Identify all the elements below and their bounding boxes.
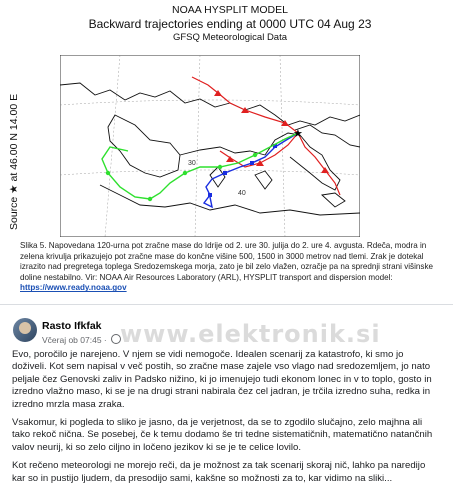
post-time[interactable]: Včeraj ob 07:45 ·: [42, 335, 107, 345]
figure-title-model: NOAA HYSPLIT MODEL: [172, 4, 288, 16]
figure-caption: [20, 241, 445, 294]
figure-y-label: [8, 70, 48, 240]
caption-text: Slika 5. Napovedana 120-urna pot zračne mase do Idrije od 2. ure 30. julija do 2. ure 4. avgusta. Rdeča, modra in zelena krivulja prikazujejo pot zračne mase do končne višine 500, 1500 in 3000 metrov nad tlemi. Zrak je dotekal izrazito nad pregretega toplega Sredozemskega morja, zato je bil zelo vlažen, ozračje pa na sprednji strani višinske doline nestabilno. Vir: NOAA Air Resources Laboratory (ARL), HYSPLIT transport and dispersion model:: [20, 241, 434, 282]
source-location-label: Source ★ at 46.00 N 14.00 E: [8, 93, 20, 230]
avatar[interactable]: [13, 318, 37, 342]
map-tick-30: 30: [188, 160, 196, 167]
post-paragraph: Kot rečeno meteorologi ne morejo reči, da je možnost za tak scenarij skoraj nič, lahko pa naredijo kar so in pustijo ljudem, da presodijo sami, kakšne so možnosti za to, kar vidimo na sliki...: [12, 460, 426, 484]
figure-title-main: Backward trajectories ending at 0000 UTC 04 Aug 23: [88, 17, 372, 31]
post-body: [12, 349, 440, 491]
figure-title-data: GFSQ Meteorological Data: [172, 32, 288, 43]
site-watermark: www.elektronik.si: [120, 320, 381, 348]
post-meta[interactable]: [42, 334, 121, 345]
post-divider: [0, 304, 453, 305]
source-star-icon: ★: [293, 127, 303, 140]
caption-link[interactable]: https://www.ready.noaa.gov: [20, 283, 127, 293]
map-tick-40: 40: [238, 190, 246, 197]
trajectory-map: [60, 55, 360, 237]
post-paragraph: Evo, poročilo je narejeno. V njem se vidi nemogoče. Idealen scenarij za katastrofo, ki smo jo doživeli. Kot sem napisal v več postih, so zračne mase zajele vso vlago nad sredozemljem, jo nato peljale čez Genovski zaliv in Padsko nižino, ki jo imenujejo tudi ekonom lonec in v to toplo, gosto in izredno vlažno maso, ki se je na drugi strani nabirala čez cel jadran, je trčila izredno suha, redka in izredno mrzla masa zraka.: [12, 349, 432, 410]
post-paragraph: Vsakomur, ki pogleda to sliko je jasno, da je verjetnost, da se to zgodilo slučajno, zelo majhna ali tako rekoč nična. Se posebej, če k temu dodamo še tri tedne sistematičnih, matematično natančnih valov neurij, ki so zelo ciljno in ločeno jezikov ki se je te celice lovilo.: [12, 417, 433, 453]
post-author[interactable]: Rasto Ifkfak: [42, 320, 102, 332]
